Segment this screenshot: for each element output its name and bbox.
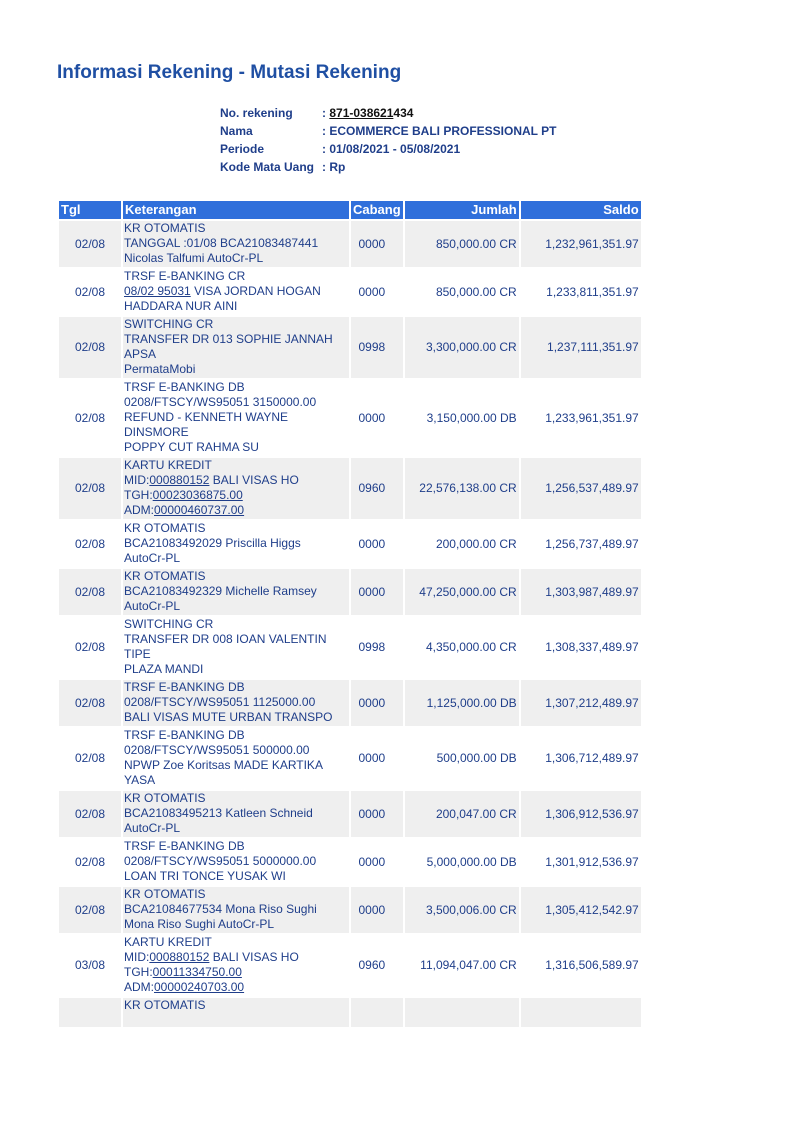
cell-date: 02/08 xyxy=(59,458,121,519)
table-row xyxy=(59,380,641,456)
description-text: Nicolas Talfumi AutoCr-PL xyxy=(124,251,264,265)
description-line xyxy=(124,569,348,584)
description-text: 0208/FTSCY/WS95051 5000000.00 xyxy=(124,854,317,868)
cell-balance: 1,306,712,489.97 xyxy=(545,751,639,765)
description-line xyxy=(124,935,348,950)
table-row xyxy=(59,521,641,567)
description-line xyxy=(124,950,348,965)
description-text: MID: xyxy=(124,473,150,487)
description-text: TRANSFER DR 013 SOPHIE JANNAH xyxy=(124,332,333,346)
cell-branch: 0000 xyxy=(358,410,386,425)
description-text: SWITCHING CR xyxy=(124,617,214,631)
cell-branch: 0000 xyxy=(351,221,403,267)
cell-description xyxy=(123,887,349,933)
reference-link[interactable]: 00000240703.00 xyxy=(154,980,245,994)
description-text: DINSMORE xyxy=(124,425,189,439)
table-header xyxy=(59,201,641,219)
account-name-label: Nama xyxy=(220,124,253,138)
description-text: TRSF E-BANKING CR xyxy=(124,269,246,283)
cell-description xyxy=(123,221,349,267)
header-jumlah: Jumlah xyxy=(405,201,519,219)
description-text: HADDARA NUR AINI xyxy=(124,299,238,313)
cell-date: 02/08 xyxy=(59,887,121,933)
description-text: NPWP Zoe Koritsas MADE KARTIKA xyxy=(124,758,323,772)
description-line xyxy=(124,236,348,251)
table-row xyxy=(59,317,641,378)
page-title: Informasi Rekening - Mutasi Rekening xyxy=(57,62,402,83)
table-row xyxy=(59,221,641,267)
cell-date: 02/08 xyxy=(59,680,121,726)
description-text: AutoCr-PL xyxy=(124,599,181,613)
cell-balance xyxy=(521,998,641,1027)
cell-date: 03/08 xyxy=(74,958,106,972)
cell-balance: 1,256,737,489.97 xyxy=(545,536,639,551)
description-text: SWITCHING CR xyxy=(124,317,214,331)
description-text: PermataMobi xyxy=(124,362,196,376)
description-line xyxy=(124,695,348,710)
currency-row xyxy=(220,158,556,176)
header-saldo: Saldo xyxy=(521,201,641,219)
description-text: AutoCr-PL xyxy=(124,821,181,835)
description-text: TIPE xyxy=(124,647,151,661)
description-line xyxy=(124,458,348,473)
reference-link[interactable]: 00023036875.00 xyxy=(152,488,243,502)
description-line xyxy=(124,584,348,599)
table-row xyxy=(59,458,641,519)
description-text: ADM: xyxy=(124,980,154,994)
cell-balance: 1,305,412,542.97 xyxy=(521,887,641,933)
cell-description xyxy=(123,617,349,678)
description-line xyxy=(124,410,348,425)
cell-amount: 850,000.00 CR xyxy=(435,284,517,299)
cell-description xyxy=(123,317,349,378)
cell-date: 02/08 xyxy=(74,640,106,654)
cell-amount: 3,500,006.00 CR xyxy=(405,887,519,933)
table-row xyxy=(59,998,641,1027)
period-row xyxy=(220,140,556,158)
description-text: BALI VISAS HO xyxy=(209,950,299,964)
cell-branch: 0000 xyxy=(358,751,386,765)
header-cabang: Cabang xyxy=(353,202,401,217)
description-text: 0208/FTSCY/WS95051 1125000.00 xyxy=(124,695,316,709)
cell-date: 02/08 xyxy=(59,317,121,378)
description-line xyxy=(124,269,348,284)
cell-description xyxy=(123,839,349,885)
description-line xyxy=(124,332,348,347)
cell-branch: 0998 xyxy=(358,640,386,654)
description-text: KARTU KREDIT xyxy=(124,935,212,949)
currency-value: : Rp xyxy=(322,160,346,174)
cell-description xyxy=(123,569,349,615)
cell-date xyxy=(59,998,121,1027)
cell-balance: 1,307,212,489.97 xyxy=(521,680,641,726)
description-text: LOAN TRI TONCE YUSAK WI xyxy=(124,869,286,883)
description-text: KR OTOMATIS xyxy=(124,887,206,901)
cell-amount: 4,350,000.00 CR xyxy=(425,640,517,654)
description-line xyxy=(124,599,348,614)
cell-amount: 5,000,000.00 DB xyxy=(426,854,517,869)
cell-date: 02/08 xyxy=(74,854,106,869)
cell-description xyxy=(123,521,349,567)
description-line xyxy=(124,617,348,632)
cell-balance: 1,303,987,489.97 xyxy=(521,569,641,615)
description-line xyxy=(124,680,348,695)
cell-date: 02/08 xyxy=(74,284,106,299)
description-line xyxy=(124,917,348,932)
description-line xyxy=(124,758,348,773)
description-text: TRSF E-BANKING DB xyxy=(124,839,245,853)
description-text: BALI VISAS HO xyxy=(209,473,299,487)
description-text: TRANSFER DR 008 IOAN VALENTIN xyxy=(124,632,327,646)
description-line xyxy=(124,854,348,869)
description-line xyxy=(124,980,348,995)
description-text: KR OTOMATIS xyxy=(124,221,206,235)
description-text: TANGGAL :01/08 BCA21083487441 xyxy=(124,236,319,250)
cell-amount xyxy=(405,998,519,1027)
table-row xyxy=(59,791,641,837)
description-line xyxy=(124,647,348,662)
description-line xyxy=(124,710,348,725)
description-line xyxy=(124,503,348,518)
cell-description xyxy=(123,269,349,315)
description-line xyxy=(124,839,348,854)
description-line xyxy=(124,440,348,455)
description-line xyxy=(124,380,348,395)
account-info xyxy=(220,104,556,176)
cell-balance: 1,308,337,489.97 xyxy=(545,640,639,654)
description-text: AutoCr-PL xyxy=(124,551,181,565)
reference-link[interactable]: 00011334750.00 xyxy=(152,965,242,979)
description-text: PLAZA MANDI xyxy=(124,662,204,676)
cell-balance: 1,301,912,536.97 xyxy=(545,854,639,869)
cell-branch: 0000 xyxy=(351,680,403,726)
description-line xyxy=(124,251,348,266)
cell-date: 02/08 xyxy=(74,536,106,551)
description-text: BCA21083492329 Michelle Ramsey xyxy=(124,584,317,598)
currency-label: Kode Mata Uang xyxy=(220,160,315,174)
description-line xyxy=(124,488,348,503)
description-line xyxy=(124,791,348,806)
description-line xyxy=(124,347,348,362)
description-line xyxy=(124,536,348,551)
description-line xyxy=(124,965,348,980)
description-line xyxy=(124,662,348,677)
period-label: Periode xyxy=(220,142,265,156)
description-text: 0208/FTSCY/WS95051 3150000.00 xyxy=(124,395,317,409)
cell-amount: 200,000.00 CR xyxy=(435,536,517,551)
description-text: TRSF E-BANKING DB xyxy=(124,728,245,742)
description-text: KR OTOMATIS xyxy=(124,569,206,583)
description-text: YASA xyxy=(124,773,156,787)
account-number-row xyxy=(220,104,556,122)
table-row xyxy=(59,569,641,615)
reference-link[interactable]: 000880152 xyxy=(149,473,210,487)
description-text: KR OTOMATIS xyxy=(124,998,206,1012)
description-text: 0208/FTSCY/WS95051 500000.00 xyxy=(124,743,310,757)
table-row xyxy=(59,839,641,885)
cell-amount: 3,300,000.00 CR xyxy=(405,317,519,378)
cell-branch: 0960 xyxy=(358,958,386,972)
account-name-row xyxy=(220,122,556,140)
description-line xyxy=(124,425,348,440)
description-text: MID: xyxy=(124,950,150,964)
description-line xyxy=(124,887,348,902)
reference-link[interactable]: 08/02 95031 xyxy=(124,284,191,298)
cell-balance: 1,232,961,351.97 xyxy=(521,221,641,267)
cell-branch: 0000 xyxy=(358,284,386,299)
table-row xyxy=(59,728,641,789)
table-row xyxy=(59,887,641,933)
cell-amount: 11,094,047.00 CR xyxy=(420,958,517,972)
description-text: TRSF E-BANKING DB xyxy=(124,380,245,394)
cell-balance: 1,316,506,589.97 xyxy=(545,958,639,972)
description-line xyxy=(124,299,348,314)
description-line xyxy=(124,869,348,884)
cell-amount: 850,000.00 CR xyxy=(405,221,519,267)
cell-description xyxy=(123,998,349,1027)
cell-balance: 1,306,912,536.97 xyxy=(521,791,641,837)
description-text: VISA JORDAN HOGAN xyxy=(190,284,321,298)
reference-link[interactable]: 000880152 xyxy=(149,950,210,964)
cell-date: 02/08 xyxy=(59,791,121,837)
cell-branch: 0000 xyxy=(358,536,386,551)
account-number-prefix: : xyxy=(322,106,330,120)
description-line xyxy=(124,284,348,299)
header-keterangan: Keterangan xyxy=(123,201,349,219)
description-text: APSA xyxy=(124,347,157,361)
description-text: BCA21083492029 Priscilla Higgs xyxy=(124,536,301,550)
table-body xyxy=(59,221,641,1027)
table-row xyxy=(59,269,641,315)
reference-link[interactable]: 00000460737.00 xyxy=(154,503,245,517)
description-text: ADM: xyxy=(124,503,154,517)
account-number-link[interactable]: 871-038621 xyxy=(329,106,394,120)
account-number-label: No. rekening xyxy=(220,106,293,120)
cell-balance: 1,233,961,351.97 xyxy=(545,410,639,425)
description-line xyxy=(124,317,348,332)
cell-branch: 0000 xyxy=(351,569,403,615)
cell-balance: 1,256,537,489.97 xyxy=(521,458,641,519)
description-text: BALI VISAS MUTE URBAN TRANSPO xyxy=(124,710,333,724)
description-text: POPPY CUT RAHMA SU xyxy=(124,440,259,454)
cell-description xyxy=(123,380,349,456)
cell-date: 02/08 xyxy=(59,569,121,615)
cell-branch: 0960 xyxy=(351,458,403,519)
description-line xyxy=(124,998,348,1013)
cell-branch: 0000 xyxy=(351,791,403,837)
cell-amount: 500,000.00 DB xyxy=(436,751,517,765)
description-line xyxy=(124,743,348,758)
description-line xyxy=(124,551,348,566)
description-line xyxy=(124,728,348,743)
description-text: TGH: xyxy=(124,488,153,502)
description-line xyxy=(124,221,348,236)
description-line xyxy=(124,821,348,836)
description-text: TGH: xyxy=(124,965,153,979)
period-value: : 01/08/2021 - 05/08/2021 xyxy=(322,142,461,156)
account-number-tail: 434 xyxy=(393,106,414,120)
description-line xyxy=(124,632,348,647)
cell-balance: 1,237,111,351.97 xyxy=(521,317,641,378)
description-text: TRSF E-BANKING DB xyxy=(124,680,245,694)
description-text: KR OTOMATIS xyxy=(124,521,206,535)
cell-description xyxy=(123,935,349,996)
description-text: KR OTOMATIS xyxy=(124,791,206,805)
description-line xyxy=(124,773,348,788)
description-text: BCA21084677534 Mona Riso Sughi xyxy=(124,902,317,916)
description-text: KARTU KREDIT xyxy=(124,458,212,472)
cell-description xyxy=(123,458,349,519)
table-row xyxy=(59,935,641,996)
cell-description xyxy=(123,791,349,837)
cell-balance: 1,233,811,351.97 xyxy=(546,284,639,299)
description-line xyxy=(124,806,348,821)
cell-date: 02/08 xyxy=(74,751,106,765)
cell-branch: 0000 xyxy=(351,887,403,933)
cell-amount: 22,576,138.00 CR xyxy=(405,458,519,519)
cell-branch: 0000 xyxy=(358,854,386,869)
cell-description xyxy=(123,728,349,789)
description-line xyxy=(124,362,348,377)
description-text: Mona Riso Sughi AutoCr-PL xyxy=(124,917,275,931)
header-tgl: Tgl xyxy=(59,201,121,219)
cell-branch xyxy=(351,998,403,1027)
cell-date: 02/08 xyxy=(74,410,106,425)
cell-branch: 0998 xyxy=(351,317,403,378)
description-line xyxy=(124,395,348,410)
description-line xyxy=(124,473,348,488)
table-row xyxy=(59,680,641,726)
cell-amount: 47,250,000.00 CR xyxy=(405,569,519,615)
description-text: BCA21083495213 Katleen Schneid xyxy=(124,806,313,820)
mutation-table xyxy=(57,199,643,1029)
cell-amount: 3,150,000.00 DB xyxy=(426,410,517,425)
table-row xyxy=(59,617,641,678)
account-name-value: : ECOMMERCE BALI PROFESSIONAL PT xyxy=(322,124,557,138)
cell-amount: 200,047.00 CR xyxy=(405,791,519,837)
cell-amount: 1,125,000.00 DB xyxy=(405,680,519,726)
account-number-value xyxy=(322,104,556,122)
cell-description xyxy=(123,680,349,726)
description-text: REFUND - KENNETH WAYNE xyxy=(124,410,289,424)
description-line xyxy=(124,902,348,917)
description-line xyxy=(124,521,348,536)
cell-date: 02/08 xyxy=(59,221,121,267)
